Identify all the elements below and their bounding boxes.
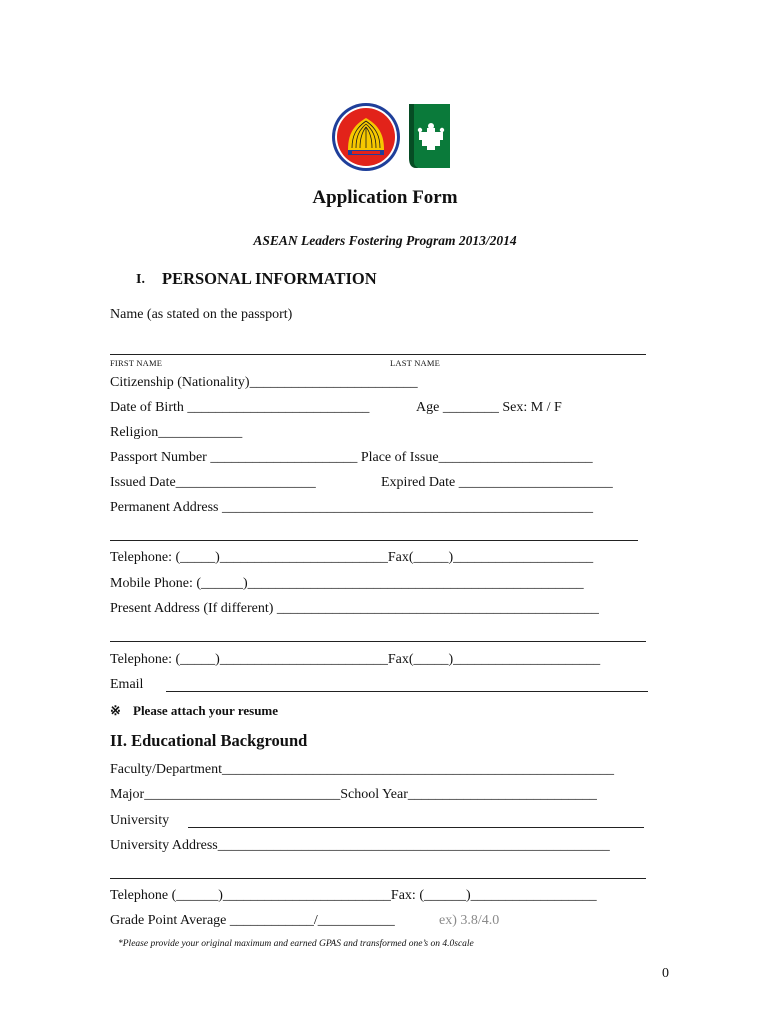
last-name-label: LAST NAME: [390, 358, 441, 368]
permanent-address-field[interactable]: Permanent Address _____________________________________________________: [110, 500, 593, 515]
present-address-field[interactable]: Present Address (If different) ______________________________________________: [110, 601, 599, 616]
name-label: Name (as stated on the passport): [110, 307, 293, 322]
religion-field[interactable]: Religion____________: [110, 425, 243, 440]
dob-field[interactable]: Date of Birth __________________________: [110, 400, 370, 415]
university-address-line-2[interactable]: [110, 878, 646, 879]
present-telephone-fax-field[interactable]: Telephone: (_____)________________________Fax(_____)_____________________: [110, 652, 601, 667]
program-subtitle: ASEAN Leaders Fostering Program 2013/2014: [253, 233, 517, 248]
section-title-personal: PERSONAL INFORMATION: [162, 269, 377, 288]
name-input-line[interactable]: [110, 354, 646, 355]
page-number: 0: [662, 966, 669, 981]
email-input-line[interactable]: [166, 691, 648, 692]
gpa-example: ex) 3.8/4.0: [439, 913, 500, 928]
university-telephone-fax-field[interactable]: Telephone (______)________________________Fax: (______)__________________: [110, 888, 597, 903]
present-address-line-2[interactable]: [110, 641, 646, 642]
section-number: I.: [136, 272, 145, 287]
mobile-phone-field[interactable]: Mobile Phone: (______)________________________________________________: [110, 576, 584, 591]
reference-mark-icon: ※: [110, 703, 121, 718]
major-schoolyear-field[interactable]: Major____________________________School Year___________________________: [110, 787, 597, 802]
section-title-education: II. Educational Background: [110, 731, 308, 750]
header-logos: [330, 102, 455, 174]
first-name-label: FIRST NAME: [110, 358, 163, 368]
faculty-field[interactable]: Faculty/Department________________________________________________________: [110, 762, 614, 777]
telephone-fax-field[interactable]: Telephone: (_____)________________________Fax(_____)____________________: [110, 550, 594, 565]
issued-date-field[interactable]: Issued Date____________________: [110, 475, 316, 490]
gpa-field[interactable]: Grade Point Average ____________/___________: [110, 913, 395, 928]
gpa-footnote: *Please provide your original maximum and earned GPAS and transformed one’s on 4.0scale: [118, 939, 474, 949]
university-input-line[interactable]: [188, 827, 644, 828]
age-sex-field[interactable]: Age ________ Sex: M / F: [416, 400, 562, 415]
page-title: Application Form: [312, 187, 458, 208]
resume-note: Please attach your resume: [133, 703, 279, 718]
expired-date-field[interactable]: Expired Date ______________________: [381, 475, 613, 490]
citizenship-field[interactable]: Citizenship (Nationality)________________________: [110, 375, 418, 390]
email-label: Email: [110, 677, 144, 692]
asean-logo-icon: [330, 102, 455, 174]
permanent-address-line-2[interactable]: [110, 540, 638, 541]
university-label: University: [110, 813, 170, 828]
university-address-field[interactable]: University Address________________________________________________________: [110, 838, 610, 853]
passport-field[interactable]: Passport Number _____________________ Place of Issue______________________: [110, 450, 593, 465]
